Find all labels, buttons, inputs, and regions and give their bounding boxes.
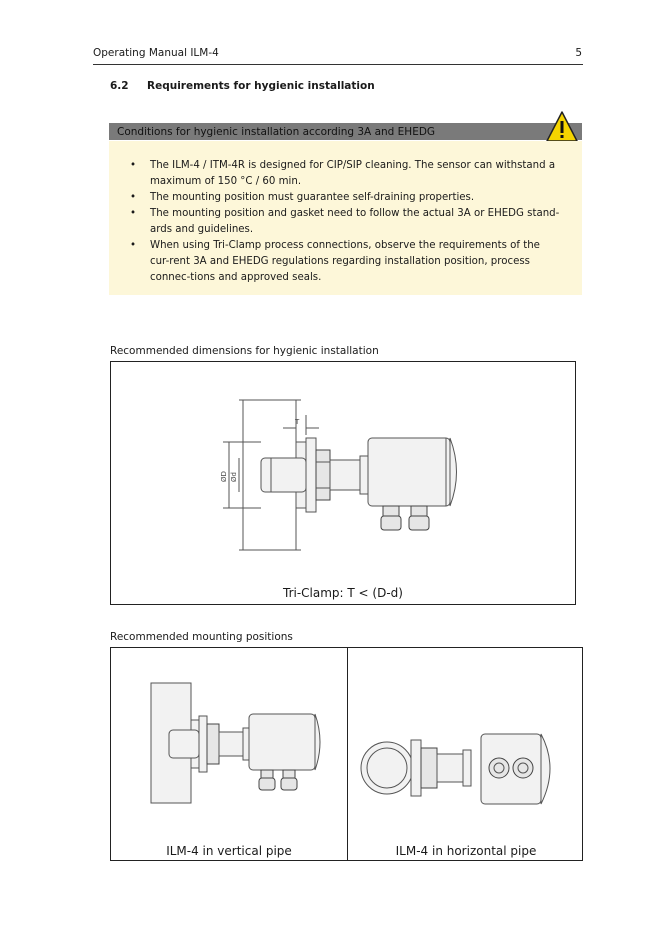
dim-T-label: T [295, 418, 300, 426]
figure1-caption: Recommended dimensions for hygienic installation [110, 345, 379, 357]
figure2-right-label: ILM-4 in horizontal pipe [395, 844, 537, 858]
warning-bullet-4: • When using Tri-Clamp process connections, observe the requirements of the cur-rent 3A and EHEDG regulations regarding installation position, process connec-tions and approved seals. [130, 238, 562, 286]
figure1-label: Tri-Clamp: T < (D-d) [283, 586, 403, 600]
figure2-left-label: ILM-4 in vertical pipe [166, 844, 292, 858]
figure2-frame [110, 647, 583, 861]
warning-triangle-icon [545, 110, 579, 143]
dim-D-label: ØD [220, 471, 228, 482]
figure2-caption: Recommended mounting positions [110, 631, 293, 643]
warning-bullet-3: • The mounting position and gasket need to follow the actual 3A or EHEDG stand-ards and guidelines. [130, 206, 562, 238]
section-number: 6.2 [110, 80, 129, 92]
figure2-divider [347, 648, 348, 860]
section-title: Requirements for hygienic installation [147, 80, 375, 92]
page-number: 5 [575, 47, 582, 59]
warning-bullet-list [130, 158, 562, 286]
figure1-frame [110, 361, 576, 605]
header-rule [93, 64, 583, 65]
dim-d-label: Ød [230, 472, 238, 482]
header-title: Operating Manual ILM-4 [93, 47, 219, 59]
horizontal-pipe-drawing [359, 730, 569, 810]
warning-bullet-2: • The mounting position must guarantee self-draining properties. [130, 190, 562, 206]
warning-title: Conditions for hygienic installation according 3A and EHEDG [117, 126, 436, 138]
warning-bullet-1: • The ILM-4 / ITM-4R is designed for CIP/SIP cleaning. The sensor can withstand a maximum of 150 °C / 60 min. [130, 158, 562, 190]
vertical-pipe-drawing [149, 678, 329, 813]
tri-clamp-dimension-drawing [211, 390, 481, 555]
